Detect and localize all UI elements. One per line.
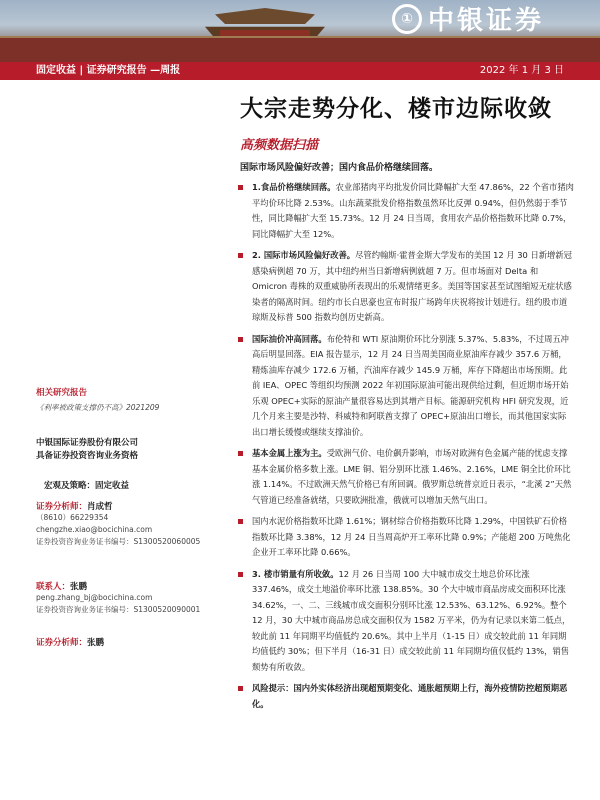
analyst-name-line: 证券分析师：张鹏 [36, 638, 105, 648]
bullet-text: 尽管约翰斯·霍普金斯大学发布的美国 12 月 30 日新增新冠感染病例超 70 万，其中纽约州当日新增病例就超 7 万。但市场面对 Delta 和 Omicron 毒株的双重威胁所表现出的乐观情绪更多。美国等国家甚至试图缩短无症状感染者的隔离时间。纽约市长白思豪也宣布时报广场跨年庆祝将按计划进行。纽约股市道琼斯及标普 500 指数均创历史新高。 [252, 250, 572, 322]
sector-label [36, 480, 226, 493]
analyst-cert: 证券投资咨询业务证书编号：S1300520060005 [36, 537, 201, 546]
sector-text: 宏观及策略：固定收益 [44, 481, 130, 491]
palace-wall [0, 38, 600, 62]
report-type: 固定收益 | 证券研究报告 —周报 [36, 65, 181, 76]
bullet-text: 12 月 26 日当周 100 大中城市成交土地总价环比涨 337.46%，成交土地溢价率环比涨 138.85%。30 个大中城市商品房成交面积环比涨 34.62%，一、二、三线城市成交面积分别环比涨 12.53%、63.12%、6.92%。整个 12 月，30 大中城市商品房总成交面积仅为 1582 万平米，仍为有记录以来第二低点，较此前 11 年同期平均值低约 20.6%。其中上半月（1-15 日）成交较此前 11 年同期均值低约 30%；但下半月（16-31 日）成交较此前 11 年同期均值仅低约 13%，销售颓势有所收敛。 [252, 568, 571, 672]
company-qualification: 具备证券投资咨询业务资格 [36, 451, 139, 461]
main-content [238, 180, 574, 712]
bullet-text: 国内外实体经济出现超预期变化、通胀超预期上行，海外疫情防控超预期恶化。 [252, 683, 568, 709]
analyst-name-line: 证券分析师：肖成哲 [36, 502, 113, 512]
bullet-heading: 1.食品价格继续回落。 [252, 182, 336, 192]
report-date: 2022 年 1 月 3 日 [479, 65, 564, 76]
building-roof [215, 8, 315, 24]
company-name: 中银国际证券股份有限公司 [36, 438, 139, 448]
bullet-base-metals [238, 446, 574, 508]
contact-email[interactable]: peng.zhang_bj@bocichina.com [36, 593, 153, 602]
related-report-link[interactable]: 《利率被政策支撑仍不高》2021209 [36, 403, 160, 412]
bullet-oil-prices [238, 332, 574, 441]
logo-icon: ① [392, 4, 422, 34]
bullet-property-market [238, 567, 574, 676]
bullet-food-prices [238, 180, 574, 242]
bullet-heading: 国际油价冲高回落。 [252, 333, 327, 344]
bullet-heading: 2. 国际市场风险偏好改善。 [252, 250, 356, 260]
report-title: 大宗走势分化、楼市边际收敛 [240, 95, 552, 122]
contact-block [36, 580, 226, 616]
company-info [36, 437, 226, 463]
bullet-heading: 风险提示： [252, 683, 294, 693]
bullet-text: 受欧洲气价、电价飙升影响，市场对欧洲有色金属产能的忧虑支撑基本金属价格多数上涨。LME 铜、铝分别环比涨 1.46%、2.16%，LME 铜全比价环比涨 1.14%。不过欧洲天然气价格已有所回调。俄罗斯总统普京近日表示，“北溪 2”天然气管道已经准备就绪，只要欧洲批准，俄就可以增加天然气出口。 [252, 448, 572, 505]
bullet-text: 国内水泥价格指数环比降 1.61%；钢材综合价格指数环比降 1.29%，中国铁矿石价格指数环比降 3.38%，12 月 24 日当周高炉开工率环比降 0.9%；产能超 200 万吨焦化企业开工率环比降 0.66%。 [252, 516, 571, 557]
bullet-marker [238, 337, 243, 342]
bullet-marker [238, 253, 243, 258]
report-type-bar [0, 62, 600, 80]
bullet-marker [238, 686, 243, 691]
contact-name-line: 联系人：张鹏 [36, 582, 88, 592]
related-label: 相关研究报告 [36, 388, 88, 398]
analyst-phone: （8610）66229354 [36, 513, 109, 522]
bullet-marker [238, 519, 243, 524]
analyst-block-2 [36, 636, 226, 648]
bullet-marker [238, 451, 243, 456]
bullet-text: 布伦特和 WTI 原油期价环比分别涨 5.37%、5.83%，不过周五冲高后明显回落。EIA 报告显示，12 月 24 日当周美国商业原油库存减少 357.6 万桶，精炼油库存减少 172.6 万桶，汽油库存减少 145.9 万桶，库存下降超出市场预期。此前 IEA、OPEC 等组织均预测 2022 年初国际原油可能出现供给过剩，但近期市场开始乐观 OPEC+实际的原油产量很容易达到其增产目标。能源研究机构 HFI 研究发现，近几个月来主要是沙特、科威特和阿联酋支撑了 OPEC+原油出口增长，而其他国家实际出口增长缓慢或继续支撑油价。 [252, 333, 569, 437]
contact-cert: 证券投资咨询业务证书编号：S1300520090001 [36, 605, 201, 614]
related-research [36, 386, 226, 414]
analyst-email[interactable]: chengzhe.xiao@bocichina.com [36, 525, 153, 534]
header-banner [0, 0, 600, 62]
bullet-risk-appetite [238, 248, 574, 326]
summary-line: 国际市场风险偏好改善；国内食品价格继续回落。 [240, 163, 439, 173]
bullet-domestic-materials [238, 514, 574, 561]
bullet-marker [238, 185, 243, 190]
bullet-heading: 基本金属上涨为主。 [252, 448, 327, 458]
bullet-risk-warning [238, 681, 574, 712]
logo-text: 中银证券 [428, 6, 545, 36]
analyst-block-1 [36, 500, 226, 548]
bullet-marker [238, 572, 243, 577]
brand-logo [392, 0, 600, 40]
report-subtitle: 高频数据扫描 [240, 138, 319, 153]
bullet-heading: 3. 楼市销量有所收敛。 [252, 568, 339, 579]
bullet-text: 农业部猪肉平均批发价同比降幅扩大至 47.86%，22 个省市猪肉平均价环比降 2.53%。山东蔬菜批发价格指数虽然环比反弹 0.94%，但仍然弱于季节性，同比降幅扩大至 15.73%。12 月 24 日当周，食用农产品价格指数环比降 0.7%，同比降幅扩大至 12%。 [252, 182, 574, 239]
